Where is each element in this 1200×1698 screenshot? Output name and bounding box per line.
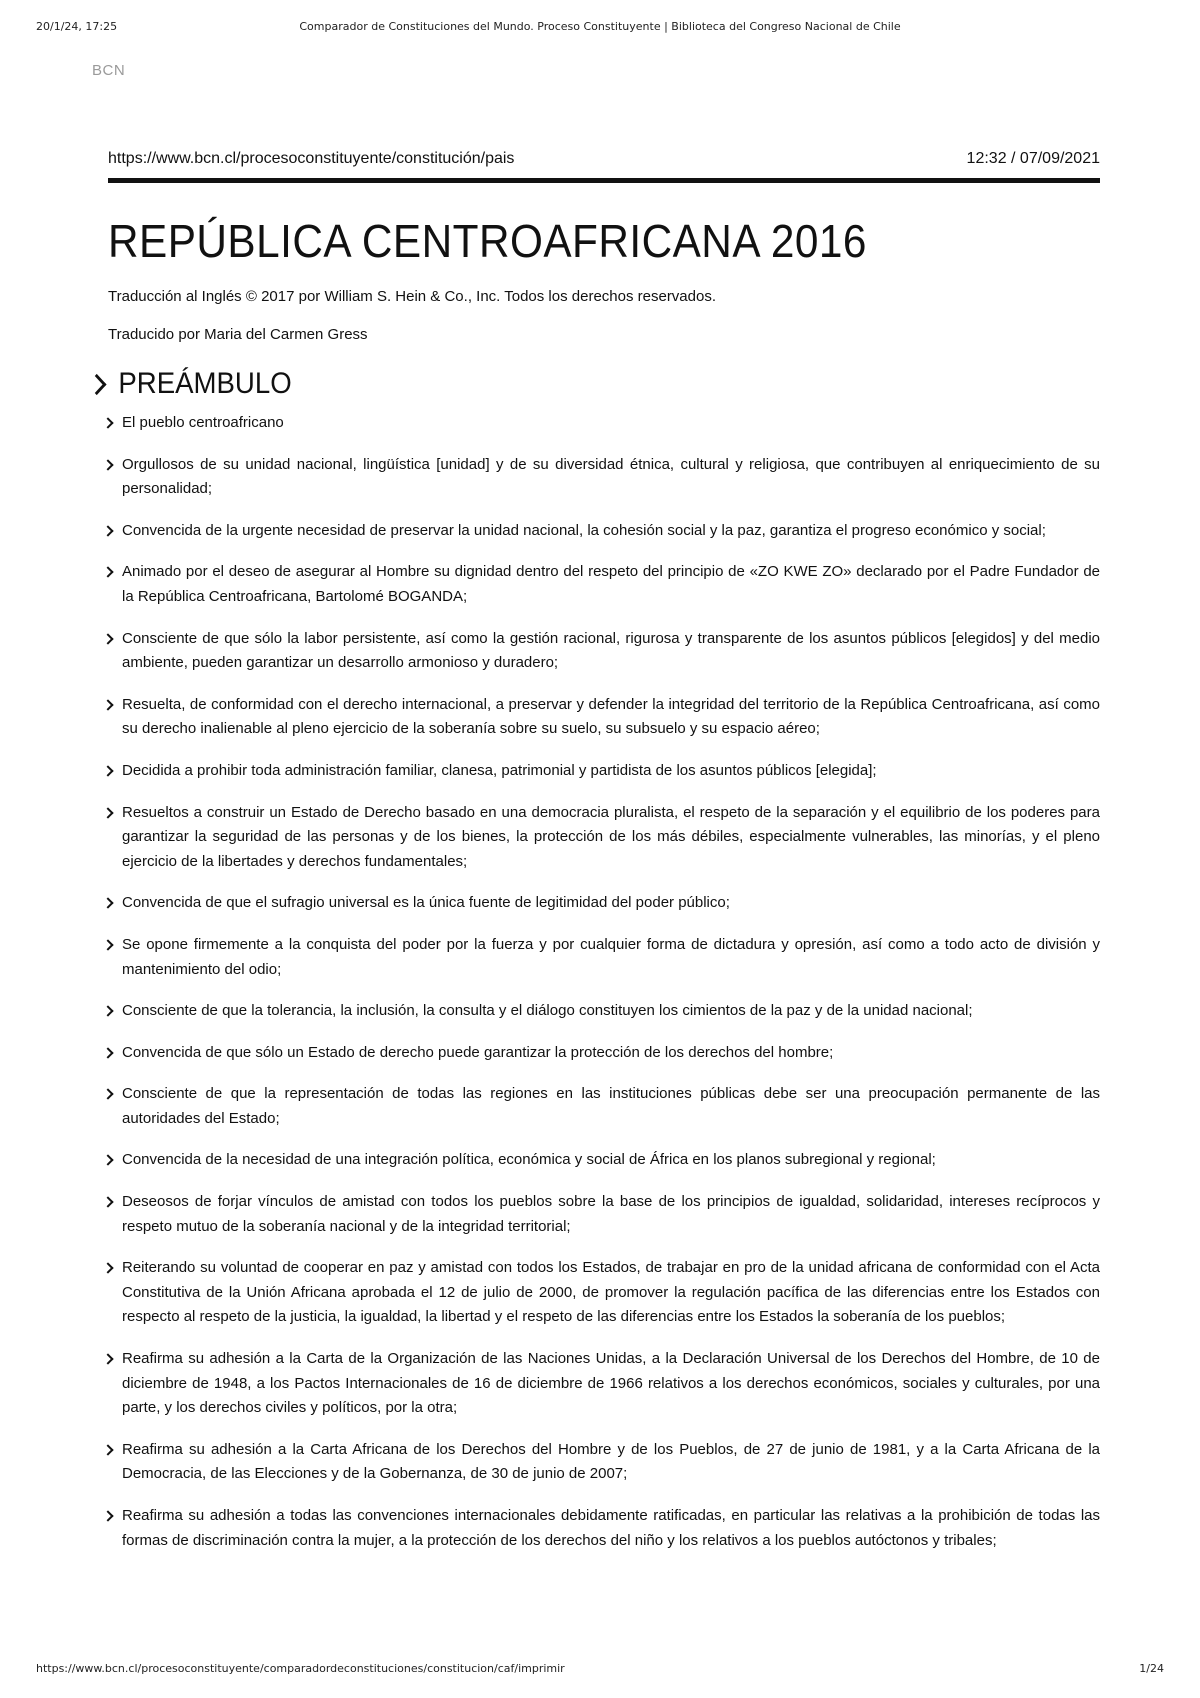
- list-item-text: Convencida de la urgente necesidad de preservar la unidad nacional, la cohesión social y la paz, garantiza el progreso económico y social;: [122, 521, 1046, 539]
- list-item[interactable]: [108, 693, 1100, 742]
- chevron-right-icon: [102, 459, 113, 470]
- list-item[interactable]: [108, 1082, 1100, 1131]
- chevron-right-icon: [102, 939, 113, 950]
- print-header: [36, 20, 1164, 36]
- chevron-right-icon: [102, 525, 113, 536]
- list-item-text: Reafirma su adhesión a todas las convenciones internacionales debidamente ratificadas, en particular las relativas a la prohibición de todas las formas de discriminación contra la mujer, a la protección de los derechos del niño y los relativos a los pueblos autóctonos y tribales;: [122, 1507, 1100, 1549]
- print-footer: [36, 1662, 1164, 1678]
- section-heading-preambulo[interactable]: [88, 365, 1019, 403]
- list-item[interactable]: [108, 1256, 1100, 1330]
- list-item-text: Orgullosos de su unidad nacional, lingüística [unidad] y de su diversidad étnica, cultural y religiosa, que contribuyen al enriquecimiento de su personalidad;: [122, 455, 1100, 498]
- list-item-text: Consciente de que la representación de todas las regiones en las instituciones públicas debe ser una preocupación permanente de las autoridades del Estado;: [122, 1085, 1100, 1127]
- list-item[interactable]: [108, 999, 1100, 1024]
- list-item[interactable]: [108, 759, 1100, 784]
- list-item-text: Resueltos a construir un Estado de Derecho basado en una democracia pluralista, el respeto de la separación y el equilibrio de los poderes para garantizar la seguridad de las personas y de los bienes, la protección de los más débiles, especialmente vulnerables, las minorías, y el pleno ejercicio de la libertades y derechos fundamentales;: [122, 803, 1100, 870]
- list-item[interactable]: [108, 519, 1100, 544]
- list-item-text: Reafirma su adhesión a la Carta Africana de los Derechos del Hombre y de los Pueblos, de 27 de junio de 1981, y a la Carta Africana de la Democracia, de las Elecciones y de la Gobernanza, de 30 de junio de 2007;: [122, 1440, 1100, 1483]
- list-item[interactable]: [108, 801, 1100, 875]
- list-item-text: Animado por el deseo de asegurar al Hombre su dignidad dentro del respeto del principio de «ZO KWE ZO» declarado por el Padre Fundador de la República Centroafricana, Bartolomé BOGANDA;: [122, 563, 1100, 605]
- print-page-title: Comparador de Constituciones del Mundo. Proceso Constituyente | Biblioteca del Congreso Nacional de Chile: [299, 20, 901, 33]
- chevron-right-icon: [102, 1510, 113, 1521]
- list-item-text: Deseosos de forjar vínculos de amistad con todos los pueblos sobre la base de los principios de igualdad, solidaridad, intereses recíprocos y respeto mutuo de la soberanía nacional y de la integridad territorial;: [122, 1193, 1100, 1235]
- copyright-line: Traducción al Inglés © 2017 por William S. Hein & Co., Inc. Todos los derechos reservados.: [108, 288, 717, 305]
- chevron-right-icon: [102, 567, 113, 578]
- list-item[interactable]: [108, 1190, 1100, 1239]
- list-item-text: Resuelta, de conformidad con el derecho internacional, a preservar y defender la integridad del territorio de la República Centroafricana, así como su derecho inalienable al pleno ejercicio de la soberanía sobre su suelo, su subsuelo y su espacio aéreo;: [122, 695, 1100, 738]
- list-item-text: Decidida a prohibir toda administración familiar, clanesa, patrimonial y partidista de los asuntos públicos [elegida];: [122, 761, 877, 779]
- list-item-text: Reiterando su voluntad de cooperar en paz y amistad con todos los Estados, de trabajar en pro de la unidad africana de conformidad con el Acta Constitutiva de la Unión Africana aprobada el 12 de julio de 2000, de promover la regulación pacífica de las diferencias entre los Estados con respecto al respeto de la justicia, la igualdad, la libertad y el respeto de las diferencias entre los Estados la soberanía de los pueblos;: [122, 1259, 1100, 1326]
- chevron-right-icon: [102, 1089, 113, 1100]
- print-footer-url: https://www.bcn.cl/procesoconstituyente/comparadordeconstituciones/constitucion/caf/imprimir: [36, 1662, 565, 1675]
- list-item[interactable]: [108, 560, 1100, 609]
- list-item-text: Convencida de que sólo un Estado de derecho puede garantizar la protección de los derechos del hombre;: [122, 1043, 834, 1061]
- list-item-text: Consciente de que sólo la labor persistente, así como la gestión racional, rigurosa y transparente de los asuntos públicos [elegidos] y del medio ambiente, pueden garantizar un desarrollo armonioso y duradero;: [122, 629, 1100, 672]
- chevron-right-icon: [102, 633, 113, 644]
- list-item-text: Se opone firmemente a la conquista del poder por la fuerza y por cualquier forma de dictadura y opresión, así como a todo acto de división y mantenimiento del odio;: [122, 935, 1100, 978]
- chevron-right-icon: [102, 699, 113, 710]
- list-item-text: Consciente de que la tolerancia, la inclusión, la consulta y el diálogo constituyen los cimientos de la paz y de la unidad nacional;: [122, 1002, 973, 1020]
- list-item[interactable]: [108, 1504, 1100, 1553]
- document-content: [108, 148, 1100, 1570]
- chevron-right-icon: [102, 1263, 113, 1274]
- chevron-right-icon: [102, 1155, 113, 1166]
- document-title: REPÚBLICA CENTROAFRICANA 2016: [108, 215, 867, 267]
- chevron-right-icon: [102, 1047, 113, 1058]
- list-item[interactable]: [108, 1347, 1100, 1421]
- list-item[interactable]: [108, 1148, 1100, 1173]
- list-item[interactable]: [108, 891, 1100, 916]
- list-item-text: Convencida de la necesidad de una integración política, económica y social de África en los planos subregional y regional;: [122, 1151, 936, 1169]
- url-bar: [108, 148, 1100, 183]
- list-item[interactable]: [108, 627, 1100, 676]
- chevron-right-icon: [102, 1005, 113, 1016]
- list-item[interactable]: [108, 453, 1100, 502]
- source-url: https://www.bcn.cl/procesoconstituyente/constitución/pais: [108, 150, 515, 167]
- chevron-right-icon: [102, 417, 113, 428]
- list-item[interactable]: [108, 1041, 1100, 1066]
- chevron-right-icon: [87, 373, 107, 394]
- list-item[interactable]: [108, 933, 1100, 982]
- section-heading-label: PREÁMBULO: [118, 367, 292, 400]
- list-item-text: Reafirma su adhesión a la Carta de la Organización de las Naciones Unidas, a la Declaración Universal de los Derechos del Hombre, de 10 de diciembre de 1948, a los Pactos Internacionales de 16 de diciembre de 1966 relativos a los derechos económicos, sociales y culturales, por una parte, y los derechos civiles y políticos, por la otra;: [122, 1350, 1100, 1417]
- translator-line: Traducido por Maria del Carmen Gress: [108, 326, 368, 343]
- chevron-right-icon: [102, 1444, 113, 1455]
- chevron-right-icon: [102, 898, 113, 909]
- print-datetime: 20/1/24, 17:25: [36, 20, 118, 33]
- list-item[interactable]: [108, 411, 1100, 436]
- chevron-right-icon: [102, 1353, 113, 1364]
- list-item-text: El pueblo centroafricano: [122, 414, 284, 431]
- brand-logo-text: BCN: [92, 62, 126, 79]
- source-timestamp: 12:32 / 07/09/2021: [966, 150, 1100, 167]
- list-item[interactable]: [108, 1438, 1100, 1487]
- list-item-text: Convencida de que el sufragio universal es la única fuente de legitimidad del poder público;: [122, 894, 730, 912]
- page-number: 1/24: [1139, 1662, 1164, 1675]
- chevron-right-icon: [102, 765, 113, 776]
- preamble-list: [108, 411, 1100, 1553]
- chevron-right-icon: [102, 1196, 113, 1207]
- chevron-right-icon: [102, 807, 113, 818]
